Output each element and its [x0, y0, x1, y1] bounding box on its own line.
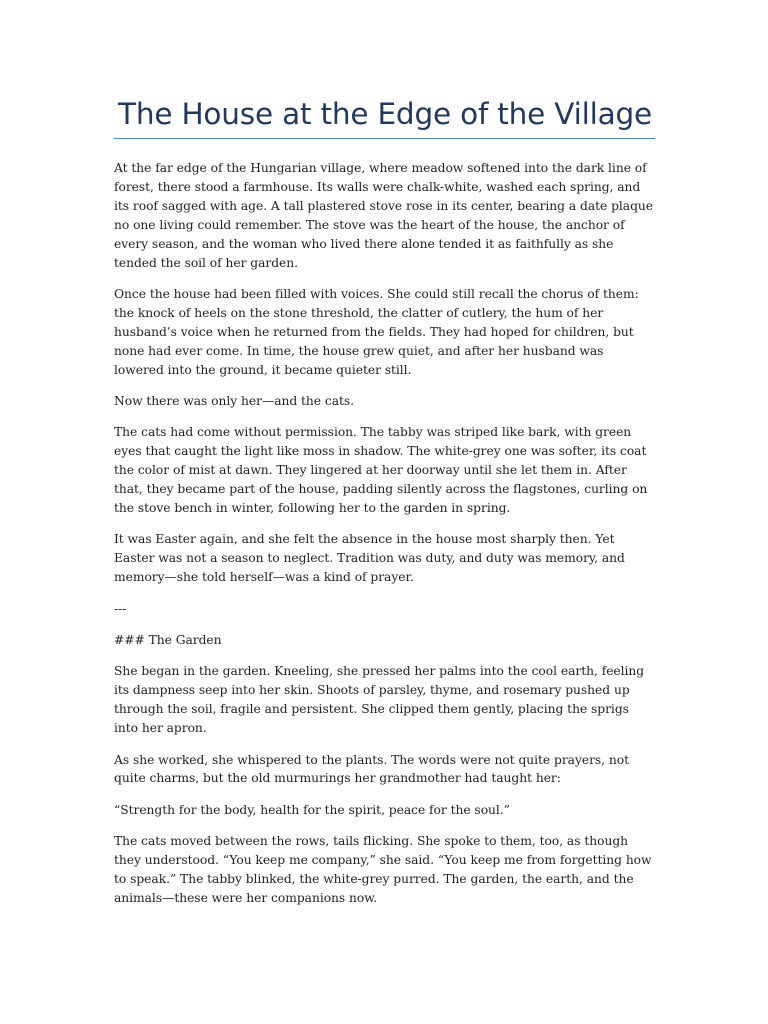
paragraph-voices: Once the house had been filled with voices. She could still recall the chorus of them: the knock of heels on the stone threshold, the clatter of cutlery, the hum of her husband’s voice when he returned from the fields. They had hoped for children, but none had ever come. In time, the house grew quiet, and after her husband was lowered into the ground, it became quieter still.: [114, 286, 639, 377]
paragraph-intro: At the far edge of the Hungarian village, where meadow softened into the dark line of forest, there stood a farmhouse. Its walls were chalk-white, washed each spring, and its roof sagged with age. A tall plastered stove rose in its center, bearing a date plaque no one living could remember. The stove was the heart of the house, the anchor of every season, and the woman who lived there alone tended it as faithfully as she tended the soil of her garden.: [114, 161, 653, 270]
paragraph-cats-short: Now there was only her—and the cats.: [114, 393, 355, 408]
document-title: The House at the Edge of the Village: [118, 97, 652, 131]
paragraph-garden: She began in the garden. Kneeling, she pressed her palms into the cool earth, feeling its dampness seep into her skin. Shoots of parsley, thyme, and rosemary pushed up through the soil, fragile and persistent. She clipped them gently, placing the sprigs into her apron.: [114, 664, 645, 736]
paragraph-companions: The cats moved between the rows, tails flicking. She spoke to them, too, as though they understood. “You keep me company,” she said. “You keep me from forgetting how to speak.” The tabby blinked, the white-grey purred. The garden, the earth, and the animals—these were her companions now.: [114, 834, 652, 905]
paragraph-cats: The cats had come without permission. The tabby was striped like bark, with green eyes that caught the light like moss in shadow. The white-grey one was softer, its coat the color of mist at dawn. They lingered at her doorway until she let them in. After that, they became part of the house, padding silently across the flagstones, curling on the stove bench in winter, following her to the garden in spring.: [114, 425, 648, 515]
paragraph-blessing-quote: “Strength for the body, health for the spirit, peace for the soul.”: [114, 802, 510, 817]
document-page: [114, 0, 656, 920]
section-heading-garden: ### The Garden: [114, 633, 222, 648]
title-divider: [114, 138, 655, 139]
document-body: [114, 159, 656, 908]
paragraph-easter: It was Easter again, and she felt the absence in the house most sharply then. Yet Easter was not a season to neglect. Tradition was duty, and duty was memory, and memory—she told herself—was a kind of prayer.: [114, 532, 625, 585]
section-separator: ---: [114, 601, 127, 616]
paragraph-whisper: As she worked, she whispered to the plants. The words were not quite prayers, not quite charms, but the old murmurings her grandmother had taught her:: [114, 752, 629, 786]
